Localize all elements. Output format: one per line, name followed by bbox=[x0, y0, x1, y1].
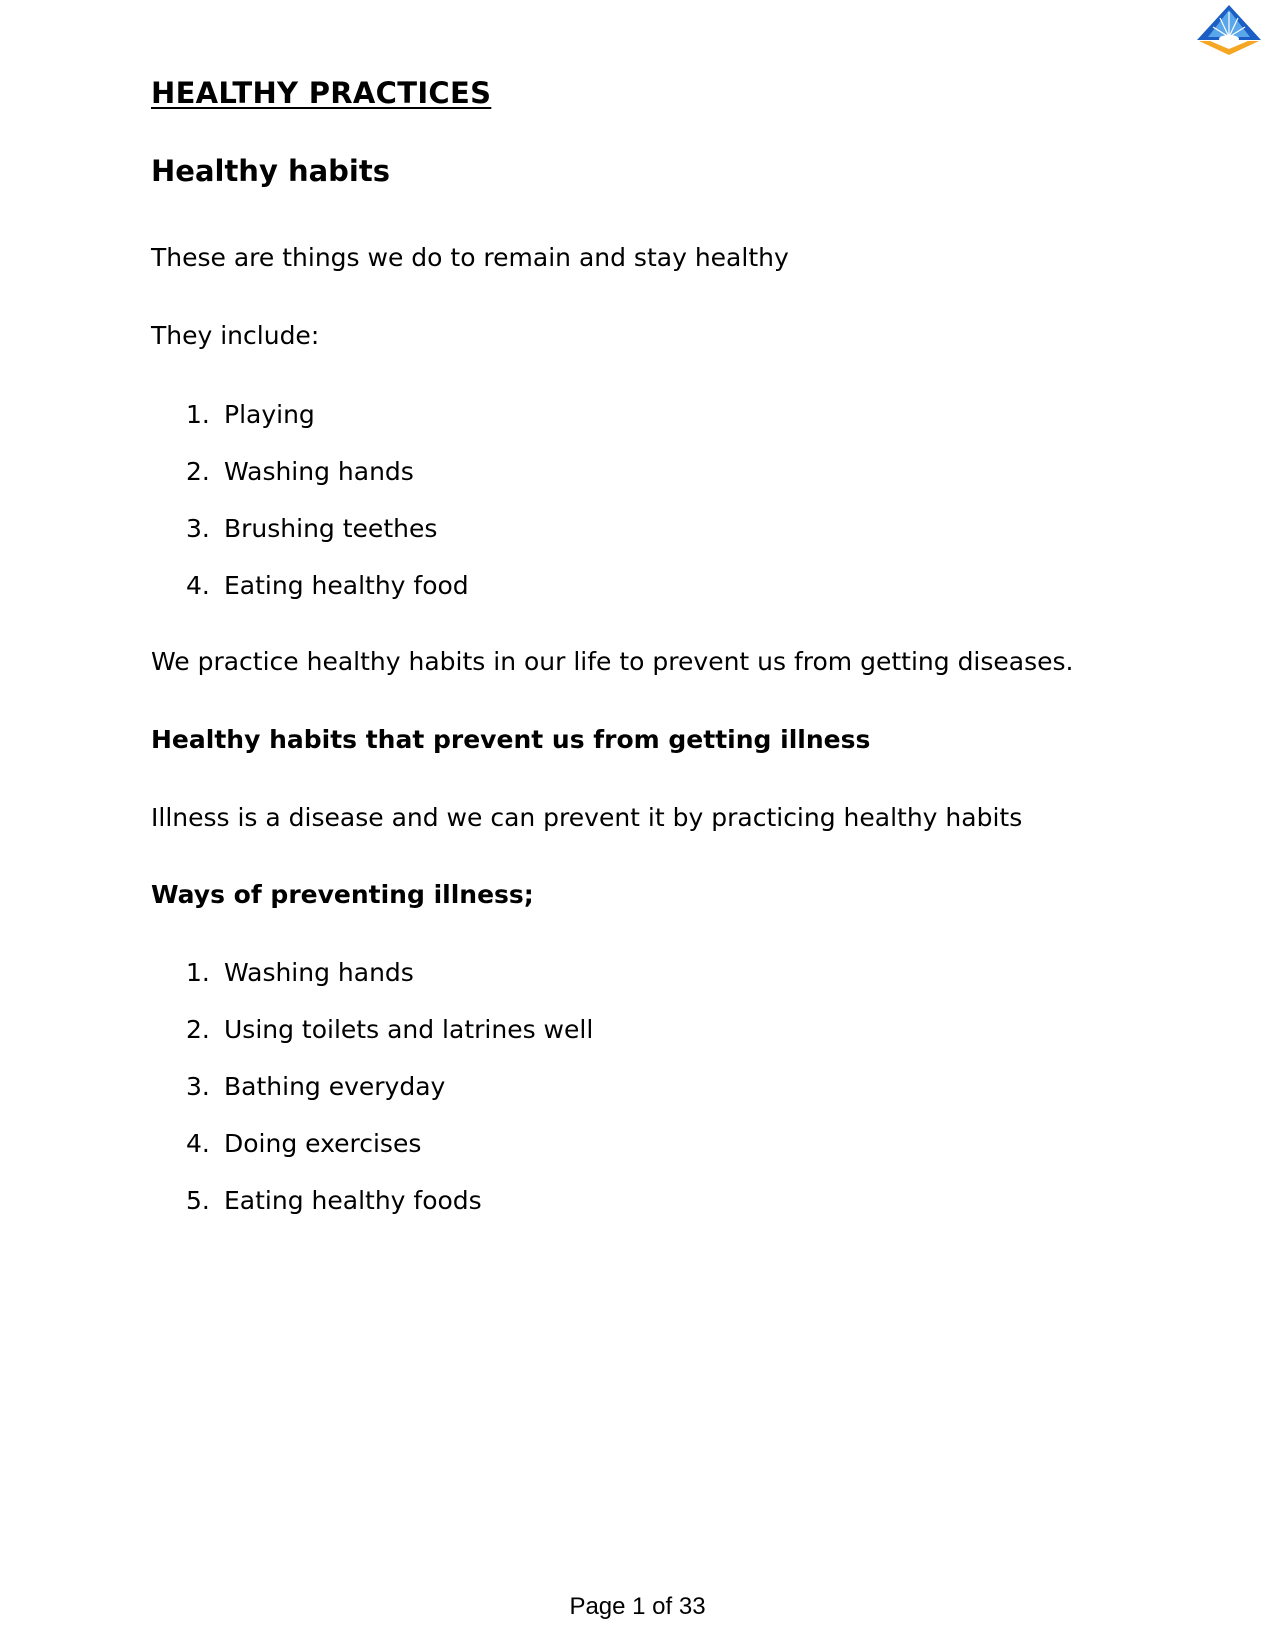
list-item-text: Washing hands bbox=[224, 457, 414, 486]
ways-preventing-list bbox=[186, 958, 593, 1243]
list-number: 3. bbox=[186, 1072, 210, 1101]
illness-text: Illness is a disease and we can prevent it by practicing healthy habits bbox=[151, 803, 1023, 832]
list-item-text: Using toilets and latrines well bbox=[224, 1015, 594, 1044]
list-number: 4. bbox=[186, 571, 210, 600]
list-number: 1. bbox=[186, 958, 210, 987]
list-item-text: Eating healthy food bbox=[224, 571, 469, 600]
healthy-habits-list bbox=[186, 400, 469, 628]
definition-text: These are things we do to remain and stay healthy bbox=[151, 243, 789, 272]
list-number: 4. bbox=[186, 1129, 210, 1158]
list-item bbox=[186, 958, 593, 1015]
list-item-text: Playing bbox=[224, 400, 315, 429]
list-intro-text: They include: bbox=[151, 321, 320, 350]
list-item bbox=[186, 571, 469, 628]
triangle-logo-icon bbox=[1196, 4, 1262, 56]
list-item-text: Doing exercises bbox=[224, 1129, 422, 1158]
conclusion-text: We practice healthy habits in our life to prevent us from getting diseases. bbox=[151, 647, 1074, 676]
list-item-text: Bathing everyday bbox=[224, 1072, 446, 1101]
list-item-text: Brushing teethes bbox=[224, 514, 438, 543]
list-number: 3. bbox=[186, 514, 210, 543]
list-number: 2. bbox=[186, 1015, 210, 1044]
list-item bbox=[186, 514, 469, 571]
list-item bbox=[186, 457, 469, 514]
section-heading-healthy-habits: Healthy habits bbox=[151, 154, 390, 188]
list-number: 1. bbox=[186, 400, 210, 429]
list-number: 5. bbox=[186, 1186, 210, 1215]
list-number: 2. bbox=[186, 457, 210, 486]
list-item bbox=[186, 400, 469, 457]
list-item bbox=[186, 1129, 593, 1186]
page-title: HEALTHY PRACTICES bbox=[151, 76, 492, 110]
page-number-footer: Page 1 of 33 bbox=[569, 1593, 706, 1620]
list-item-text: Washing hands bbox=[224, 958, 414, 987]
section-heading-ways-preventing: Ways of preventing illness; bbox=[151, 880, 534, 909]
list-item bbox=[186, 1072, 593, 1129]
list-item bbox=[186, 1186, 593, 1243]
section-heading-prevent-illness: Healthy habits that prevent us from getting illness bbox=[151, 725, 871, 754]
list-item bbox=[186, 1015, 593, 1072]
list-item-text: Eating healthy foods bbox=[224, 1186, 482, 1215]
